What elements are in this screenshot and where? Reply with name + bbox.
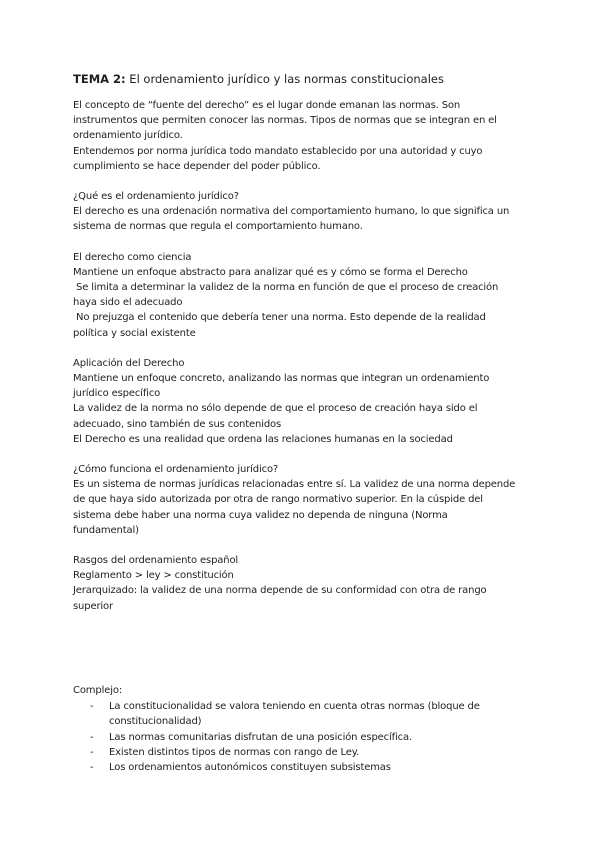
text-line: Se limita a determinar la validez de la norma en función de que el proceso de creación (73, 282, 499, 294)
title-text: El ordenamiento jurídico y las normas constitucionales (125, 72, 444, 86)
section-heading: ¿Qué es el ordenamiento jurídico? (73, 191, 239, 203)
section-heading: Complejo: (73, 684, 123, 696)
text-line: cumplimiento se hace depender del poder público. (73, 160, 321, 172)
dash-bullet: - (90, 701, 94, 713)
section-aplicacion (73, 356, 543, 447)
list-item (73, 699, 543, 729)
section-heading: El derecho como ciencia (73, 251, 192, 263)
text-line: No prejuzga el contenido que debería tener una norma. Esto depende de la realidad (73, 312, 486, 324)
text-line: política y social existente (73, 327, 196, 339)
list-item-text: Los ordenamientos autonómicos constituyen subsistemas (109, 761, 391, 773)
list-item-text: constitucionalidad) (109, 716, 202, 728)
text-line: Reglamento > ley > constitución (73, 570, 234, 582)
intro-paragraph (73, 98, 543, 174)
section-ciencia (73, 250, 543, 341)
text-line: El Derecho es una realidad que ordena las relaciones humanas en la sociedad (73, 433, 453, 445)
text-line: adecuado, sino también de sus contenidos (73, 418, 282, 430)
section-que-es (73, 189, 543, 235)
document-page (73, 70, 543, 775)
list-item (73, 760, 543, 775)
section-complejo (73, 683, 543, 775)
text-line: superior (73, 600, 113, 612)
dash-bullet: - (90, 746, 94, 758)
text-line: sistema de normas que regula el comportamiento humano. (73, 221, 363, 233)
list-item (73, 745, 543, 760)
section-heading: ¿Cómo funciona el ordenamiento jurídico? (73, 464, 279, 476)
text-line: ordenamiento jurídico. (73, 130, 183, 142)
list-item-text: Existen distintos tipos de normas con rango de Ley. (109, 746, 360, 758)
text-line: Jerarquizado: la validez de una norma depende de su conformidad con otra de rango (73, 585, 487, 597)
section-heading: Aplicación del Derecho (73, 357, 185, 369)
title-prefix: TEMA 2: (73, 72, 126, 86)
text-line: haya sido el adecuado (73, 297, 183, 309)
list-item-text: Las normas comunitarias disfrutan de una posición específica. (109, 731, 412, 743)
text-line: Mantiene un enfoque concreto, analizando las normas que integran un ordenamiento (73, 373, 490, 385)
text-line: Mantiene un enfoque abstracto para analizar qué es y cómo se forma el Derecho (73, 266, 468, 278)
text-line: instrumentos que permiten conocer las normas. Tipos de normas que se integran en el (73, 115, 497, 127)
dash-bullet: - (90, 731, 94, 743)
section-heading: Rasgos del ordenamiento español (73, 555, 239, 567)
list-item (73, 730, 543, 745)
text-line: La validez de la norma no sólo depende de que el proceso de creación haya sido el (73, 403, 478, 415)
list-item-text: La constitucionalidad se valora teniendo en cuenta otras normas (bloque de (109, 701, 480, 713)
page-title (73, 70, 543, 88)
text-line: fundamental) (73, 524, 139, 536)
text-line: jurídico específico (73, 388, 161, 400)
text-line: El derecho es una ordenación normativa del comportamiento humano, lo que significa un (73, 206, 510, 218)
section-rasgos (73, 553, 543, 614)
dash-bullet: - (90, 761, 94, 773)
text-line: Entendemos por norma jurídica todo mandato establecido por una autoridad y cuyo (73, 145, 483, 157)
text-line: Es un sistema de normas jurídicas relacionadas entre sí. La validez de una norma depende (73, 479, 516, 491)
text-line: de que haya sido autorizada por otra de rango normativo superior. En la cúspide del (73, 494, 483, 506)
bullet-list (73, 699, 543, 775)
text-line: El concepto de “fuente del derecho” es el lugar donde emanan las normas. Son (73, 100, 461, 111)
text-line: sistema debe haber una norma cuya validez no dependa de ninguna (Norma (73, 509, 448, 521)
section-funciona (73, 462, 543, 538)
